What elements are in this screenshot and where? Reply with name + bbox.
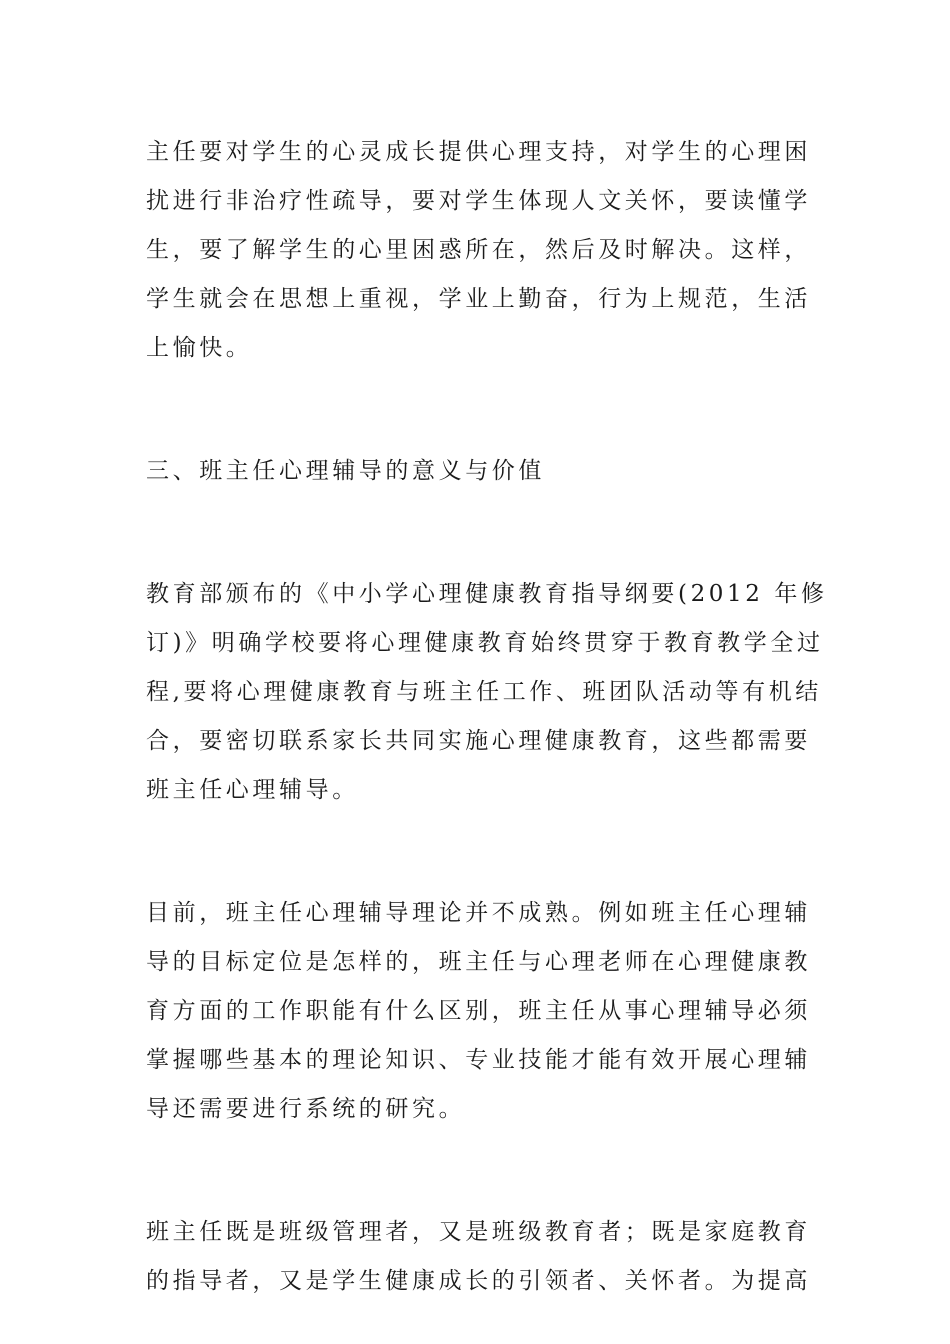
- paragraph-spacer: [146, 815, 806, 889]
- paragraph-spacer: [146, 1134, 806, 1208]
- text-line: 教育部颁布的《中小学心理健康教育指导纲要(2012 年修: [146, 581, 828, 607]
- paragraph-3: [146, 889, 811, 1134]
- paragraph-2: [146, 570, 828, 815]
- paragraph-spacer: [146, 496, 806, 570]
- text-line: 的指导者，又是学生健康成长的引领者、关怀者。为提高: [146, 1268, 811, 1294]
- text-line: 扰进行非治疗性疏导，要对学生体现人文关怀，要读懂学: [146, 188, 811, 214]
- text-line: 育方面的工作职能有什么区别，班主任从事心理辅导必须: [146, 998, 811, 1024]
- text-line: 订)》明确学校要将心理健康教育始终贯穿于教育教学全过: [146, 630, 824, 656]
- text-line: 学生就会在思想上重视，学业上勤奋，行为上规范，生活: [146, 286, 811, 312]
- text-line: 掌握哪些基本的理论知识、专业技能才能有效开展心理辅: [146, 1047, 811, 1073]
- section-heading: 三、班主任心理辅导的意义与价值: [146, 458, 545, 484]
- text-line: 导的目标定位是怎样的，班主任与心理老师在心理健康教: [146, 949, 811, 975]
- document-page: [146, 128, 828, 1306]
- text-line: 程,要将心理健康教育与班主任工作、班团队活动等有机结: [146, 679, 822, 705]
- text-line: 导还需要进行系统的研究。: [146, 1096, 466, 1122]
- paragraph-4: [146, 1208, 811, 1306]
- text-line: 合，要密切联系家长共同实施心理健康教育，这些都需要: [146, 728, 811, 754]
- text-line: 上愉快。: [146, 335, 253, 361]
- text-line: 班主任心理辅导。: [146, 777, 359, 803]
- text-line: 生，要了解学生的心里困惑所在，然后及时解决。这样，: [146, 237, 811, 263]
- paragraph-1: [146, 128, 811, 373]
- text-line: 班主任既是班级管理者，又是班级教育者；既是家庭教育: [146, 1219, 811, 1245]
- paragraph-spacer: [146, 373, 806, 447]
- text-line: 主任要对学生的心灵成长提供心理支持，对学生的心理困: [146, 139, 811, 165]
- text-line: 目前，班主任心理辅导理论并不成熟。例如班主任心理辅: [146, 900, 811, 926]
